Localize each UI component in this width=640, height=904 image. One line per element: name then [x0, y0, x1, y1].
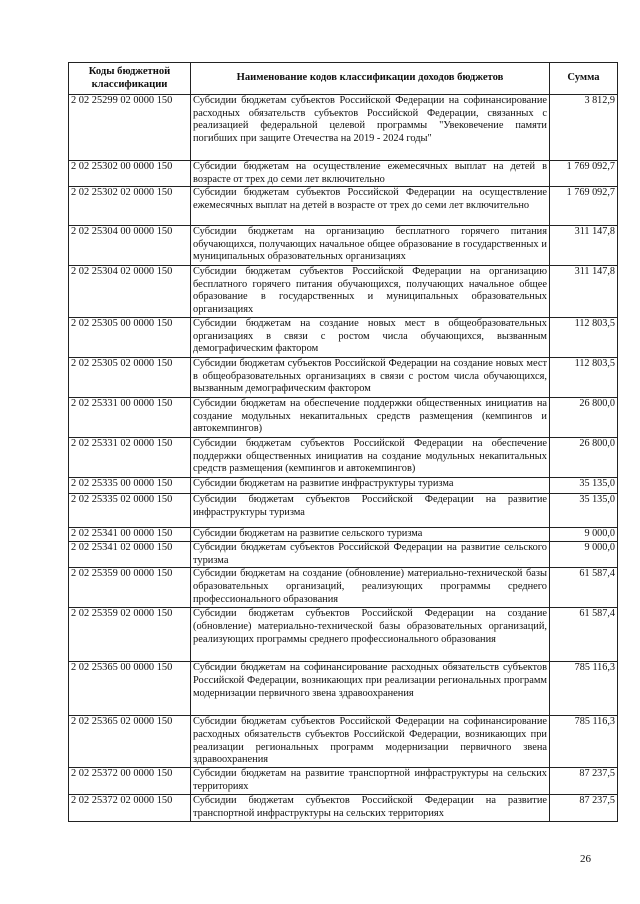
- table-row: [69, 662, 618, 716]
- row-code: 2 02 25302 02 0000 150: [69, 187, 191, 226]
- row-code: 2 02 25359 02 0000 150: [69, 608, 191, 662]
- row-sum: 26 800,0: [550, 438, 618, 478]
- row-code: 2 02 25299 02 0000 150: [69, 95, 191, 161]
- row-description: Субсидии бюджетам на развитие сельского туризма: [191, 528, 550, 542]
- row-sum: 112 803,5: [550, 358, 618, 398]
- header-budget-codes: Коды бюджетной классификации: [69, 63, 191, 95]
- row-description: Субсидии бюджетам на создание (обновление) материально-технической базы образовательных организаций, реализующих программы среднего профессионального образования: [191, 568, 550, 608]
- row-description: Субсидии бюджетам субъектов Российской Федерации на создание (обновление) материально-технической базы образовательных организаций, реализующих программы среднего профессионального образования: [191, 608, 550, 662]
- row-sum: 9 000,0: [550, 528, 618, 542]
- table-row: [69, 95, 618, 161]
- table-row: [69, 608, 618, 662]
- row-description: Субсидии бюджетам на развитие транспортной инфраструктуры на сельских территориях: [191, 768, 550, 795]
- header-code-names: Наименование кодов классификации доходов бюджетов: [191, 63, 550, 95]
- row-code: 2 02 25305 02 0000 150: [69, 358, 191, 398]
- row-sum: 35 135,0: [550, 494, 618, 528]
- row-description: Субсидии бюджетам на развитие инфраструктуры туризма: [191, 478, 550, 494]
- table-row: [69, 318, 618, 358]
- table-row: [69, 795, 618, 822]
- header-sum: Сумма: [550, 63, 618, 95]
- table-row: [69, 187, 618, 226]
- row-code: 2 02 25341 00 0000 150: [69, 528, 191, 542]
- row-sum: 61 587,4: [550, 568, 618, 608]
- table-header-row: [69, 63, 618, 95]
- row-code: 2 02 25304 02 0000 150: [69, 266, 191, 318]
- table-row: [69, 161, 618, 187]
- row-code: 2 02 25372 00 0000 150: [69, 768, 191, 795]
- row-sum: 112 803,5: [550, 318, 618, 358]
- row-code: 2 02 25365 00 0000 150: [69, 662, 191, 716]
- table-row: [69, 494, 618, 528]
- row-code: 2 02 25331 02 0000 150: [69, 438, 191, 478]
- row-description: Субсидии бюджетам субъектов Российской Федерации на организацию бесплатного горячего питания обучающихся, получающих начальное общее образование в государственных и муниципальных образовательных организациях: [191, 266, 550, 318]
- table-row: [69, 226, 618, 266]
- row-description: Субсидии бюджетам на осуществление ежемесячных выплат на детей в возрасте от трех до семи лет включительно: [191, 161, 550, 187]
- table-row: [69, 266, 618, 318]
- row-sum: 3 812,9: [550, 95, 618, 161]
- row-sum: 26 800,0: [550, 398, 618, 438]
- row-sum: 35 135,0: [550, 478, 618, 494]
- row-description: Субсидии бюджетам субъектов Российской Федерации на софинансирование расходных обязательств субъектов Российской Федерации, возникающих при реализации региональных программ модернизации первичного звена здравоохранения: [191, 716, 550, 768]
- row-code: 2 02 25372 02 0000 150: [69, 795, 191, 822]
- row-code: 2 02 25365 02 0000 150: [69, 716, 191, 768]
- row-description: Субсидии бюджетам на организацию бесплатного горячего питания обучающихся, получающих начальное общее образование в государственных и муниципальных образовательных организациях: [191, 226, 550, 266]
- row-sum: 1 769 092,7: [550, 161, 618, 187]
- table-row: [69, 542, 618, 568]
- row-code: 2 02 25302 00 0000 150: [69, 161, 191, 187]
- row-sum: 1 769 092,7: [550, 187, 618, 226]
- table-row: [69, 358, 618, 398]
- row-description: Субсидии бюджетам субъектов Российской Федерации на создание новых мест в общеобразовательных организациях в связи с ростом числа обучающихся, вызванным демографическим фактором: [191, 358, 550, 398]
- row-description: Субсидии бюджетам субъектов Российской Федерации на развитие транспортной инфраструктуры на сельских территориях: [191, 795, 550, 822]
- row-sum: 87 237,5: [550, 768, 618, 795]
- row-code: 2 02 25304 00 0000 150: [69, 226, 191, 266]
- table-row: [69, 528, 618, 542]
- budget-revenue-table: [68, 62, 618, 822]
- row-sum: 311 147,8: [550, 266, 618, 318]
- row-sum: 61 587,4: [550, 608, 618, 662]
- row-description: Субсидии бюджетам субъектов Российской Федерации на развитие сельского туризма: [191, 542, 550, 568]
- row-sum: 785 116,3: [550, 716, 618, 768]
- table-row: [69, 398, 618, 438]
- row-description: Субсидии бюджетам субъектов Российской Федерации на осуществление ежемесячных выплат на детей в возрасте от трех до семи лет включительно: [191, 187, 550, 226]
- row-description: Субсидии бюджетам на софинансирование расходных обязательств субъектов Российской Федерации, возникающих при реализации региональных программ модернизации первичного звена здравоохранения: [191, 662, 550, 716]
- table-row: [69, 768, 618, 795]
- row-sum: 9 000,0: [550, 542, 618, 568]
- row-code: 2 02 25331 00 0000 150: [69, 398, 191, 438]
- row-code: 2 02 25335 02 0000 150: [69, 494, 191, 528]
- row-sum: 785 116,3: [550, 662, 618, 716]
- table-row: [69, 568, 618, 608]
- row-description: Субсидии бюджетам на обеспечение поддержки общественных инициатив на создание модульных некапитальных средств размещения (кемпингов и автокемпингов): [191, 398, 550, 438]
- row-description: Субсидии бюджетам субъектов Российской Федерации на обеспечение поддержки общественных инициатив на создание модульных некапитальных средств размещения (кемпингов и автокемпингов): [191, 438, 550, 478]
- row-sum: 87 237,5: [550, 795, 618, 822]
- row-description: Субсидии бюджетам субъектов Российской Федерации на развитие инфраструктуры туризма: [191, 494, 550, 528]
- page-number: 26: [580, 853, 591, 865]
- row-sum: 311 147,8: [550, 226, 618, 266]
- row-description: Субсидии бюджетам на создание новых мест в общеобразовательных организациях в связи с ростом числа обучающихся, вызванным демографическим фактором: [191, 318, 550, 358]
- row-description: Субсидии бюджетам субъектов Российской Федерации на софинансирование расходных обязательств субъектов Российской Федерации, связанных с реализацией федеральной целевой программы "Увековечение памяти погибших при защите Отечества на 2019 - 2024 годы": [191, 95, 550, 161]
- row-code: 2 02 25335 00 0000 150: [69, 478, 191, 494]
- row-code: 2 02 25305 00 0000 150: [69, 318, 191, 358]
- table-row: [69, 438, 618, 478]
- row-code: 2 02 25341 02 0000 150: [69, 542, 191, 568]
- row-code: 2 02 25359 00 0000 150: [69, 568, 191, 608]
- table-row: [69, 478, 618, 494]
- table-row: [69, 716, 618, 768]
